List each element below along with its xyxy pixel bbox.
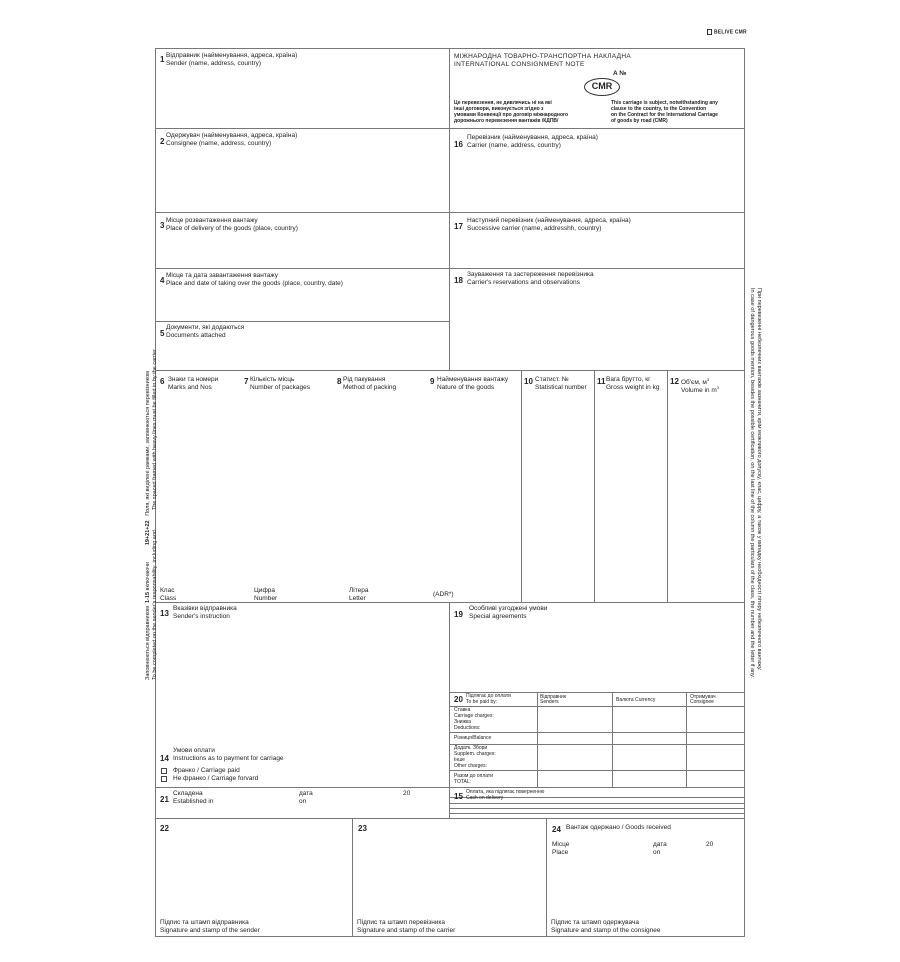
field-1-label-uk: Відправник (найменування, адреса, країна) [166,52,298,59]
field-14-label-uk: Умови оплати [173,747,215,754]
field-10-label-uk: Статист. № [535,376,569,383]
field-13-label-en: Sender's instruction [173,613,230,620]
class-label-en: Class [160,595,177,602]
side-left-uk-a: Заповнюються відправником [145,606,151,680]
col-consignee-en: Consignee [690,699,714,705]
field-18-number: 18 [454,276,463,285]
side-note-left-uk [145,371,152,680]
side-left-uk-d: 19+21+22 [145,520,151,546]
side-left-en-c: The spaced framed with heavy lines must be filled in by the carrier [152,349,158,511]
col-currency: Валюта Currency [616,697,656,703]
logo-text: BELIVE CMR [714,29,747,36]
field-20-number: 20 [454,695,463,704]
field-7-label-en: Number of packages [250,384,310,391]
goods-input-area[interactable] [160,396,740,580]
consignee-signature-label-uk: Підпис та штамп одержувача [551,919,639,926]
field-12-label-en-text: Volume in m [681,387,717,395]
adr-label: (ADR*) [433,591,454,598]
sender-input-area[interactable] [160,72,445,124]
field-16-label-en: Carrier (name, address, country) [467,142,561,149]
field-11-number: 11 [597,377,606,386]
digit-label-uk: Цифра [254,587,276,594]
field-12-label-en [681,384,719,395]
field-4-label-uk: Місце та дата завантаження вантажу [166,272,279,279]
field-13-label-uk: Вказівки відправника [173,605,237,612]
field-21-date-en: on [299,798,307,805]
taking-over-input-area[interactable] [160,291,445,317]
pay-row-total-uk: Разом до оплати [454,773,493,779]
side-left-en-b: including and [152,530,158,563]
field-24-place-en: Place [552,849,569,856]
field-12-sup-en: 3 [716,385,720,390]
field-5-label-en: Documents attached [166,332,226,339]
field-9-label-uk: Найменування вантажу [437,376,509,383]
field-14-label-en: Instructions as to payment for carriage [173,755,284,762]
pay-row-deductions-uk: Знижка [454,719,471,725]
title-uk: МІЖНАРОДНА ТОВАРНО-ТРАНСПОРТНА НАКЛАДНА [454,53,631,60]
logo-mark-icon [707,29,712,35]
field-10-label-en: Statistical number [535,384,587,391]
field-7-label-uk: Кількість місць [250,376,295,383]
pay-row-charges-uk: Ставка [454,707,471,713]
field-6-label-en: Marks and Nos [168,384,212,391]
consignee-signature-label-en: Signature and stamp of the consignee [551,927,661,934]
notice-uk-2: інші договори, виконується згідно з [454,106,544,112]
carriage-paid-checkbox[interactable] [161,768,167,774]
notice-en-4: of goods by road (CMR) [611,118,668,124]
consignee-input-area[interactable] [160,152,445,208]
field-15-number: 15 [454,792,463,801]
pay-row-deductions-en: Deductions: [454,725,481,731]
sender-signature-label-en: Signature and stamp of the sender [160,927,260,934]
notice-en-2: clause to the country, to the Convention [611,106,707,112]
side-left-uk-b: 1-15 [145,591,151,603]
field-19-label-en: Special agreements [469,613,527,620]
documents-input-area[interactable] [160,343,445,367]
pay-row-supplem-en: Supplem. charges: [454,751,496,757]
field-12-label-uk-text: Об'єм, м [681,379,707,387]
field-21-label-uk: Складена [173,790,203,797]
notice-uk-4: дорожнього перевезення вантажів /КДПВ/ [454,118,559,124]
field-6-number: 6 [160,377,165,386]
field-19-label-uk: Особливі узгоджені умови [469,605,548,612]
field-18-label-uk: Зауваження та застереження перевізника [467,271,594,278]
cmr-badge [584,78,620,96]
field-16-number: 16 [454,140,463,149]
pay-row-charges-en: Carriage charges: [454,713,494,719]
col-consignee-uk: Отримувач [690,694,716,700]
pay-title-uk: Підлягає до оплати [466,693,511,699]
field-8-label-en: Method of packing [343,384,397,391]
field-5-number: 5 [160,329,165,338]
field-1-label-en: Sender (name, address, country) [166,60,262,67]
carriage-forward-label: Не франко / Carriage forvard [173,775,259,782]
field-11-label-uk: Вага брутто, кг [606,376,651,383]
carrier-signature-label-uk: Підпис та штамп перевізника [357,919,446,926]
carrier-input-area[interactable] [454,154,740,208]
field-13-number: 13 [160,609,169,618]
field-8-number: 8 [337,377,342,386]
successive-carrier-input-area[interactable] [454,236,740,264]
field-21-year: 20 [403,790,411,797]
field-1-number: 1 [160,55,165,64]
title-en: INTERNATIONAL CONSIGNMENT NOTE [454,61,585,68]
field-21-date-uk: дата [299,790,313,797]
field-10-number: 10 [524,377,533,386]
side-left-uk-e: Поля, які виділені рамками, заповнюються перевізником [145,371,151,516]
class-label-uk: Клас [160,587,175,594]
sender-signature-area[interactable] [160,836,348,914]
consignee-signature-area[interactable] [551,860,741,914]
side-left-en-a: To be completed on the sender's responsability [152,565,158,680]
side-note-right-uk: При перевезенні небезпечних вантажів зазначити, крім можливого допуску, клас, цифру, а також у випадку необхідності літеру небезпечного вантажу. [756,288,762,671]
field-17-number: 17 [454,222,463,231]
field-24-place-uk: Місце [552,841,570,848]
field-8-label-uk: Рід пакування [343,376,386,383]
digit-label-en: Number [254,595,278,602]
field-22-number: 22 [160,824,169,833]
carrier-signature-area[interactable] [357,836,542,914]
field-14-number: 14 [160,754,169,763]
carriage-paid-label: Франко / Carriage paid [173,767,240,774]
field-4-number: 4 [160,276,165,285]
notice-uk-1: Це перевезення, не дивлячись ні на які [454,100,552,106]
carrier-signature-label-en: Signature and stamp of the carrier [357,927,456,934]
field-6-label-uk: Знаки та номери [168,376,219,383]
pay-row-total-en: TOTAL: [454,779,472,785]
notice-en-3: on the Contract for the International Carriage [611,112,718,118]
col-sender-uk: Відправник [540,694,567,700]
delivery-place-input-area[interactable] [160,236,445,264]
carrier-reservations-input-area[interactable] [454,290,740,366]
field-24-title: Вантаж одержано / Goods received [566,824,671,831]
field-12-number: 12 [670,377,679,386]
field-5-label-uk: Документи, які додаються [166,324,245,331]
sender-signature-label-uk: Підпис та штамп відправника [160,919,249,926]
field-2-label-en: Consignee (name, address, country) [166,140,272,147]
field-24-date-uk: дата [653,841,667,848]
letter-label-en: Letter [349,595,366,602]
sender-instruction-input-area[interactable] [160,624,445,742]
notice-en-1: This carriage is subject, notwithstanding any [611,100,718,106]
pay-row-supplem-uk: Додатк. Збори [454,745,488,751]
field-21-number: 21 [160,795,169,804]
field-9-label-en: Nature of the goods [437,384,495,391]
side-note-left-en [152,349,159,680]
field-24-year: 20 [706,841,714,848]
field-3-label-uk: Місце розвантаження вантажу [166,217,258,224]
field-9-number: 9 [430,377,435,386]
field-17-label-uk: Наступний перевізник (найменування, адреса, країна) [467,217,631,224]
field-7-number: 7 [244,377,249,386]
field-2-label-uk: Одержувач (найменування, адреса, країна) [166,132,298,139]
brand-logo [707,29,747,35]
number-label: A № [613,70,627,77]
field-4-label-en: Place and date of taking over the goods (place, country, date) [166,280,343,287]
field-3-number: 3 [160,221,165,230]
field-24-date-en: on [653,849,661,856]
field-19-number: 19 [454,610,463,619]
carriage-forward-checkbox[interactable] [161,776,167,782]
side-left-uk-c: включаючи [145,561,151,591]
field-15-label-uk: Оплата, яка підлягає поверненню [466,789,545,795]
field-21-label-en: Established in [173,798,214,805]
special-agreements-input-area[interactable] [454,624,740,688]
field-15-label-en: Cash on delivery [466,795,504,801]
col-sender-en: Senders [540,699,559,705]
pay-row-other-uk: Інше [454,757,465,763]
notice-uk-3: умовами Конвенції про договір міжнародного [454,112,569,118]
field-2-number: 2 [160,137,165,146]
field-16-label-uk: Перевізник (найменування, адреса, країна) [467,134,598,141]
field-3-label-en: Place of delivery of the goods (place, country) [166,225,298,232]
pay-title-en: To be paid by: [466,699,498,705]
field-17-label-en: Successive carrier (name, addresshh, country) [467,225,602,232]
field-12-sup-uk: 3 [706,377,710,382]
pay-row-other-en: Other charges: [454,763,488,769]
field-18-label-en: Carrier's reservations and observations [467,279,580,286]
side-note-right-en: In case of dangerous goods mention, besides the possible certification, on the last line of the column the particulars of the class, the number and the letter if any. [749,288,755,679]
letter-label-uk: Літера [349,587,369,594]
field-11-label-en: Gross weight in kg [606,384,660,391]
pay-row-balance: Різниця/Balance [454,735,492,741]
cmr-badge-text: CMR [591,81,613,91]
field-23-number: 23 [358,824,367,833]
field-24-number: 24 [552,825,561,834]
